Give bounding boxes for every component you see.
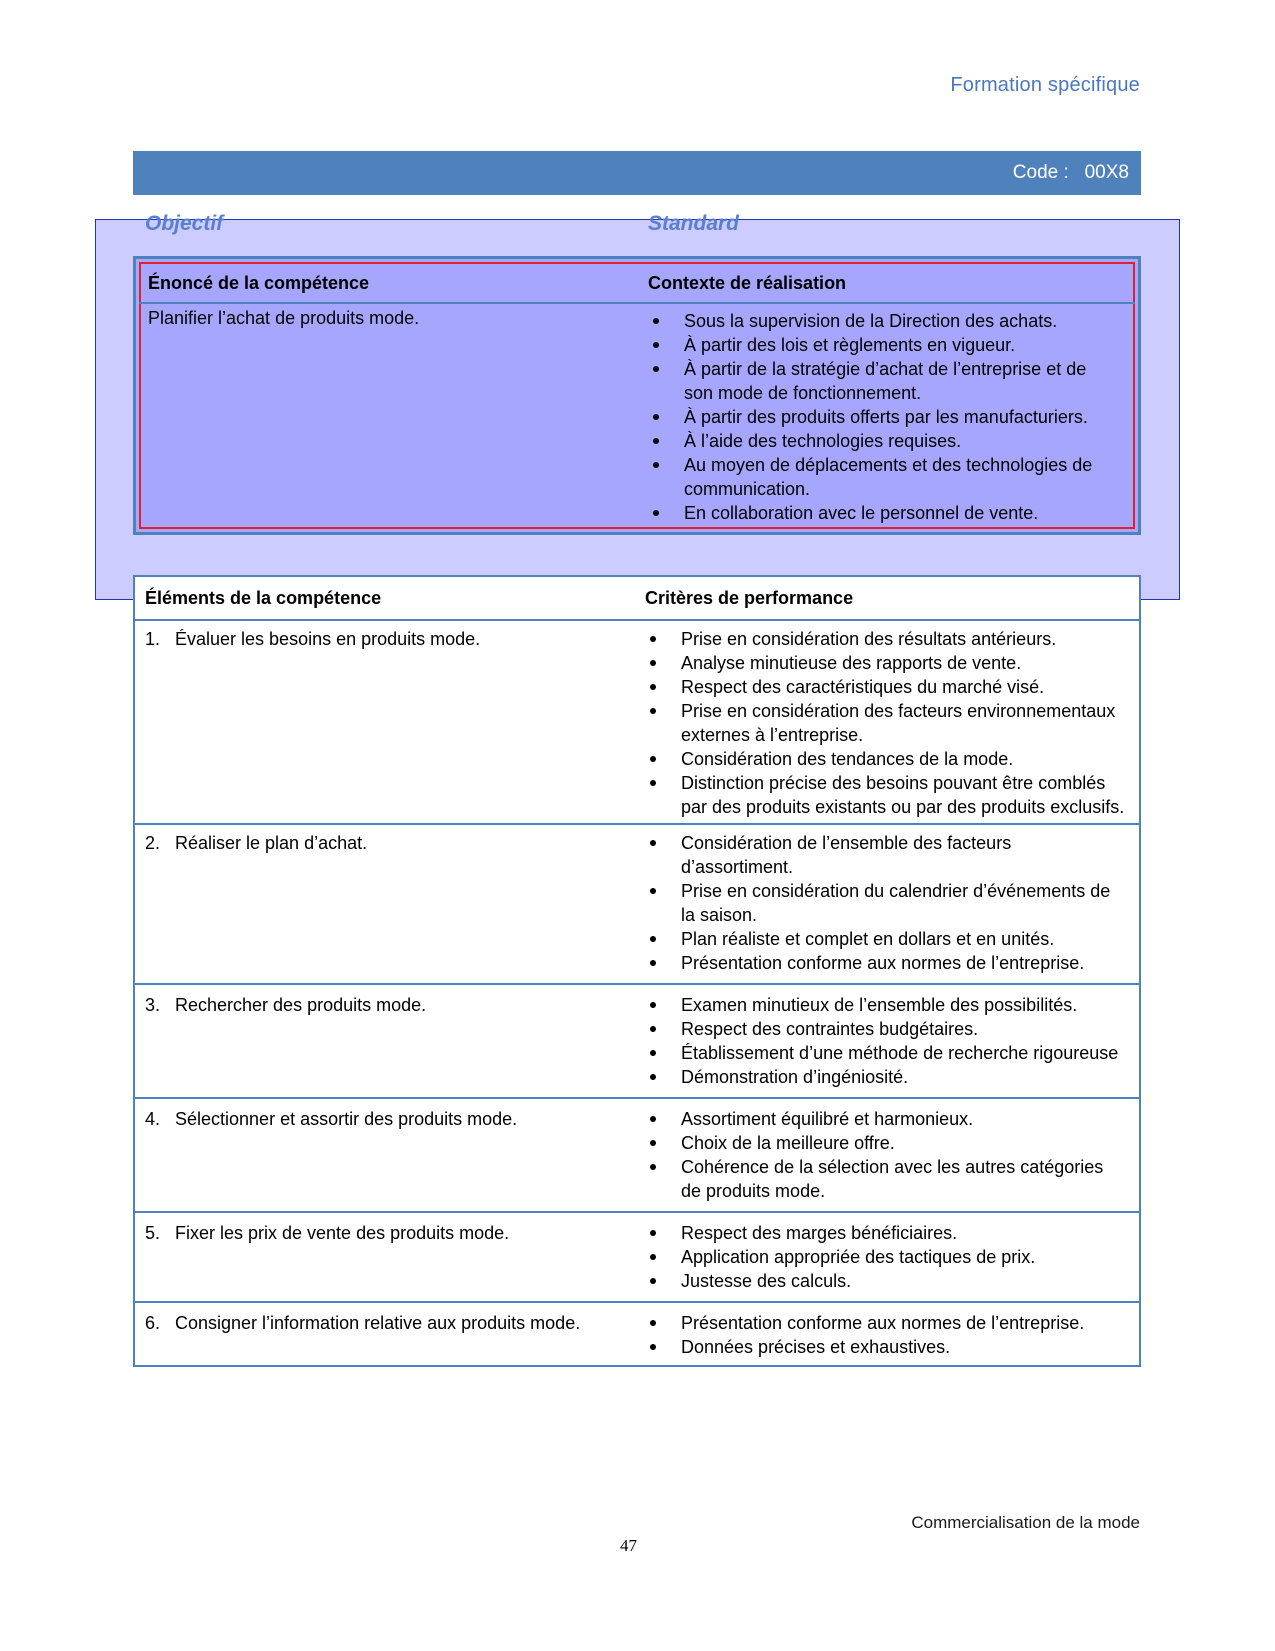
contexte-list <box>648 309 1119 525</box>
col-header-enonce: Énoncé de la compétence <box>148 272 370 293</box>
list-item: Respect des contraintes budgétaires. <box>645 1017 1125 1041</box>
list-item: Examen minutieux de l’ensemble des possibilités. <box>645 993 1125 1017</box>
page-header-title: Formation spécifique <box>950 74 1140 96</box>
table-row <box>134 824 1140 984</box>
col-header-criteres: Critères de performance <box>645 587 854 608</box>
code-label: Code : 00X8 <box>1012 162 1129 183</box>
list-item: Prise en considération des facteurs environnementaux externes à l’entreprise. <box>645 699 1125 747</box>
enonce-text: Planifier l’achat de produits mode. <box>148 308 420 328</box>
list-item: Application appropriée des tactiques de prix. <box>645 1245 1125 1269</box>
list-item: Assortiment équilibré et harmonieux. <box>645 1107 1125 1131</box>
element-text: Rechercher des produits mode. <box>175 995 427 1015</box>
list-item: Au moyen de déplacements et des technologies de communication. <box>648 453 1119 501</box>
list-item: En collaboration avec le personnel de vente. <box>648 501 1119 525</box>
table-row <box>134 1212 1140 1302</box>
list-item: À partir de la stratégie d’achat de l’entreprise et de son mode de fonctionnement. <box>648 357 1119 405</box>
list-item: Présentation conforme aux normes de l’entreprise. <box>645 1311 1125 1335</box>
list-item: À partir des lois et règlements en vigueur. <box>648 333 1119 357</box>
list-item: Prise en considération des résultats antérieurs. <box>645 627 1125 651</box>
table-row <box>134 1302 1140 1366</box>
col-header-contexte: Contexte de réalisation <box>648 272 847 293</box>
list-item: À partir des produits offerts par les manufacturiers. <box>648 405 1119 429</box>
element-number: 6. <box>145 1313 161 1333</box>
list-item: Respect des caractéristiques du marché visé. <box>645 675 1125 699</box>
list-item: Justesse des calculs. <box>645 1269 1125 1293</box>
col-header-elements: Éléments de la compétence <box>145 587 382 608</box>
element-text: Consigner l’information relative aux produits mode. <box>175 1313 581 1333</box>
page-number: 47 <box>620 1536 637 1555</box>
element-number: 3. <box>145 995 161 1015</box>
code-bar <box>133 151 1141 195</box>
list-item: Établissement d’une méthode de recherche rigoureuse <box>645 1041 1125 1065</box>
list-item: Distinction précise des besoins pouvant être comblés par des produits existants ou par des produits exclusifs. <box>645 771 1125 819</box>
list-item: Prise en considération du calendrier d’événements de la saison. <box>645 879 1125 927</box>
list-item: Présentation conforme aux normes de l’entreprise. <box>645 951 1125 975</box>
table-row <box>134 984 1140 1098</box>
section-standard: Standard <box>648 212 740 235</box>
competence-table <box>133 256 1141 535</box>
table-row <box>134 620 1140 824</box>
list-item: Cohérence de la sélection avec les autres catégories de produits mode. <box>645 1155 1125 1203</box>
element-number: 1. <box>145 629 161 649</box>
list-item: Démonstration d’ingéniosité. <box>645 1065 1125 1089</box>
criteria-list <box>645 831 1125 975</box>
element-number: 4. <box>145 1109 161 1129</box>
list-item: Plan réaliste et complet en dollars et en unités. <box>645 927 1125 951</box>
element-number: 5. <box>145 1223 161 1243</box>
footer-text: Commercialisation de la mode <box>911 1513 1140 1532</box>
criteria-list <box>645 1221 1125 1293</box>
list-item: Choix de la meilleure offre. <box>645 1131 1125 1155</box>
list-item: Analyse minutieuse des rapports de vente. <box>645 651 1125 675</box>
elements-table <box>133 575 1141 1367</box>
element-text: Évaluer les besoins en produits mode. <box>175 629 481 649</box>
element-number: 2. <box>145 833 161 853</box>
list-item: Données précises et exhaustives. <box>645 1335 1125 1359</box>
criteria-list <box>645 1311 1125 1359</box>
list-item: Considération de l’ensemble des facteurs d’assortiment. <box>645 831 1125 879</box>
criteria-list <box>645 993 1125 1089</box>
competence-table-inner <box>139 262 1135 529</box>
section-objectif: Objectif <box>145 212 224 235</box>
list-item: Sous la supervision de la Direction des achats. <box>648 309 1119 333</box>
criteria-list <box>645 627 1125 819</box>
list-item: À l’aide des technologies requises. <box>648 429 1119 453</box>
element-text: Sélectionner et assortir des produits mode. <box>175 1109 518 1129</box>
list-item: Considération des tendances de la mode. <box>645 747 1125 771</box>
list-item: Respect des marges bénéficiaires. <box>645 1221 1125 1245</box>
criteria-list <box>645 1107 1125 1203</box>
element-text: Fixer les prix de vente des produits mode. <box>175 1223 510 1243</box>
element-text: Réaliser le plan d’achat. <box>175 833 368 853</box>
table-row <box>134 1098 1140 1212</box>
